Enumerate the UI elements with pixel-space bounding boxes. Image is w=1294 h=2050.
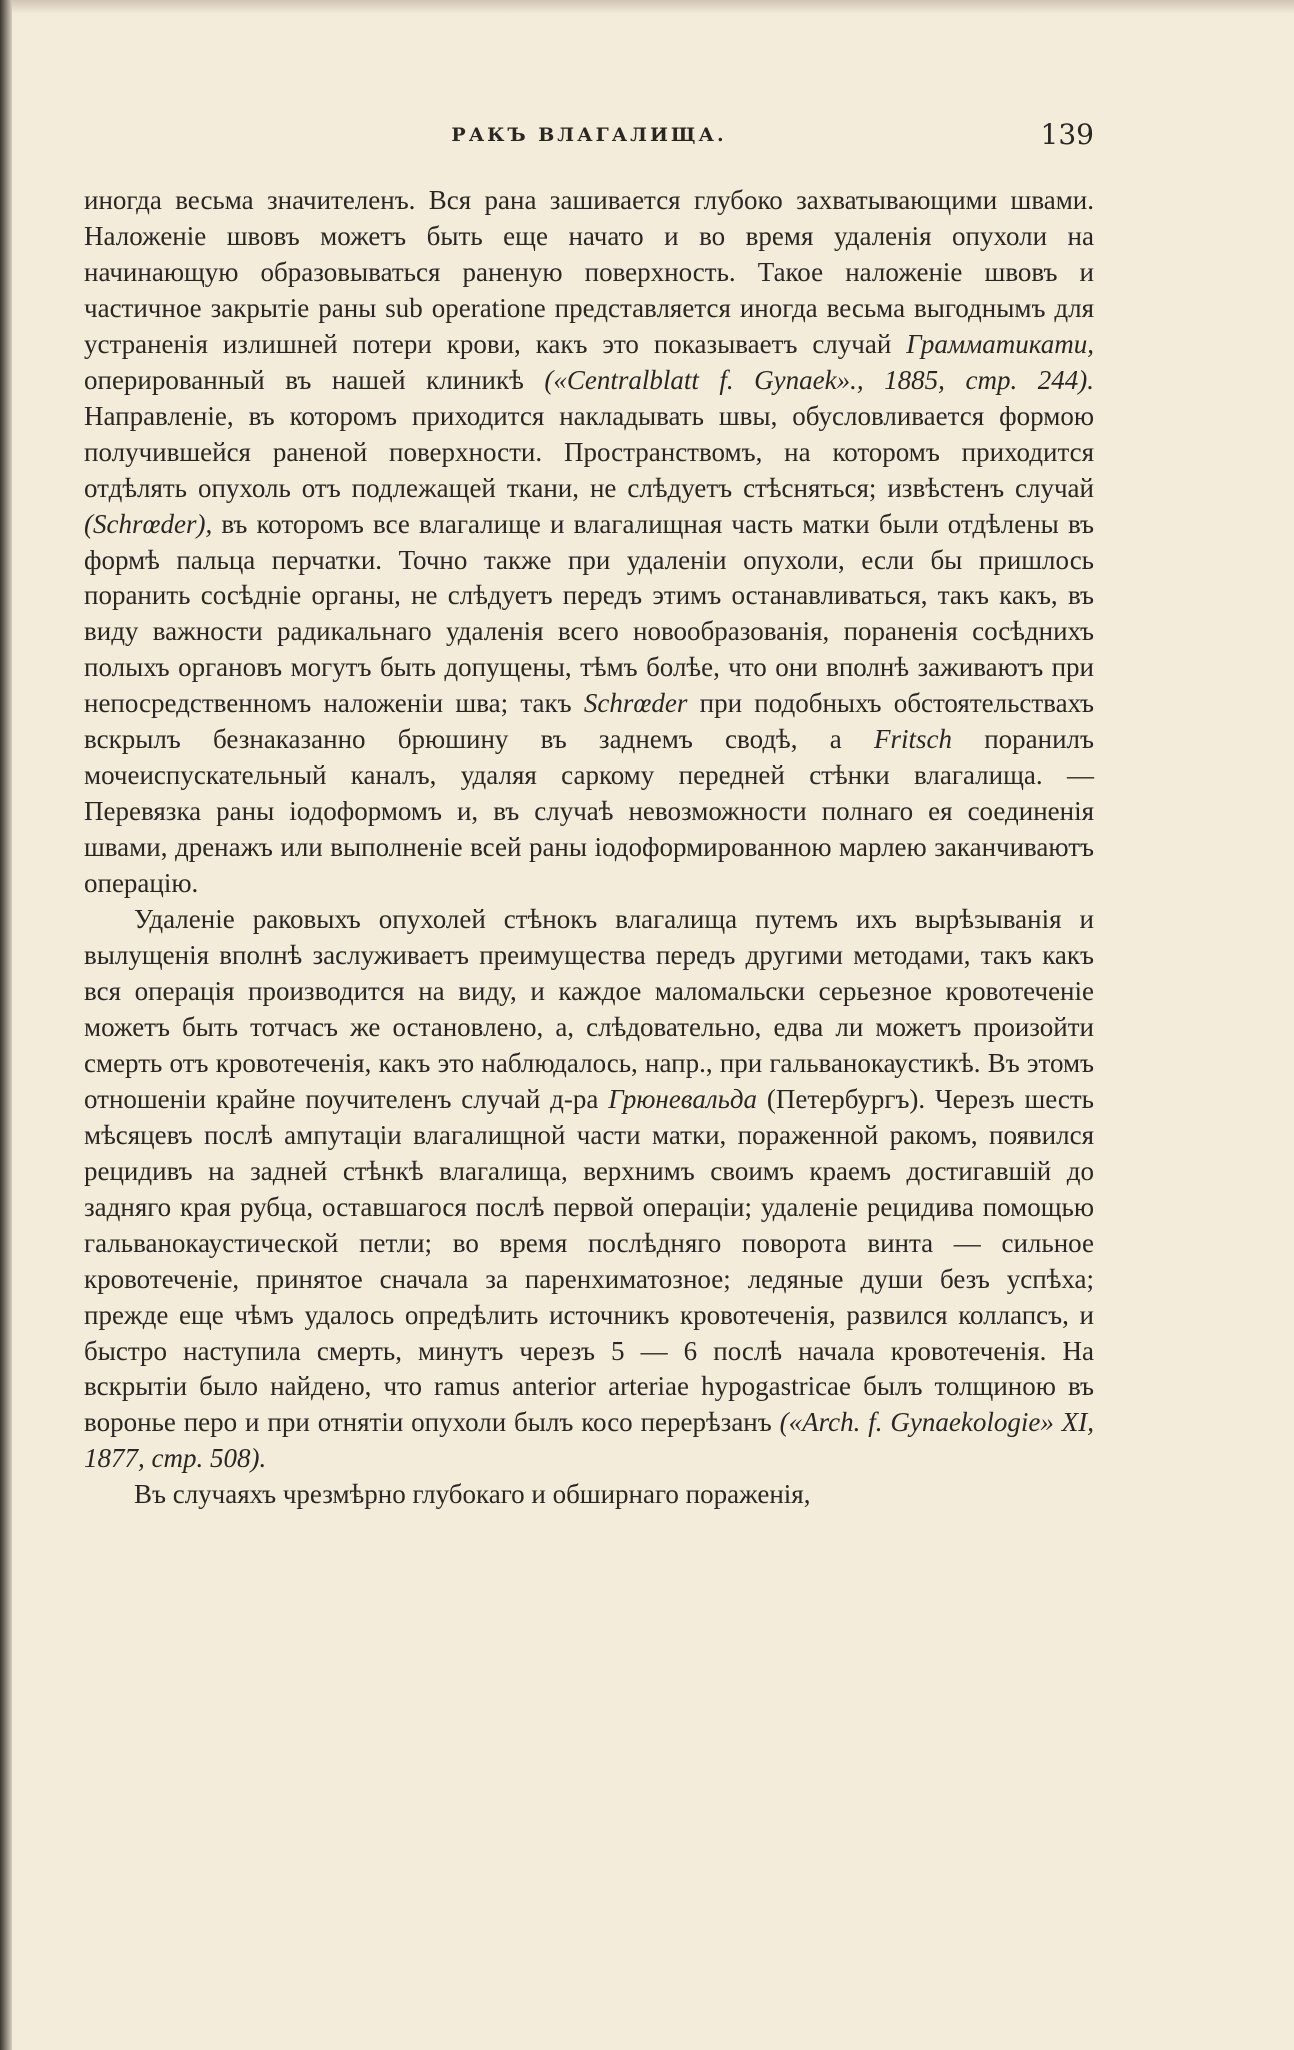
- text-run: Въ случаяхъ чрезмѣрно глубокаго и обширнаго пораженія,: [134, 1479, 811, 1510]
- text-run: поранилъ мочеиспускательный каналъ, удаляя саркому передней стѣнки влагалища. — Перевязка раны іодоформомъ и, въ случаѣ невозможности полнаго ея соединенія швами, дренажъ или выполненіе всей раны іодоформированною марлею заканчиваютъ операцію.: [84, 724, 1094, 899]
- page-header: [84, 118, 1094, 158]
- italic-text-run: Schrœder: [583, 688, 688, 719]
- text-run: Направленіе, въ которомъ приходится накладывать швы, обусловливается формою получившейся раненой поверхности. Пространствомъ, на которомъ приходится отдѣлять опухоль отъ подлежащей ткани, не слѣдуетъ стѣсняться; извѣстенъ случай: [84, 400, 1094, 503]
- text-run: при подобныхъ обстоятельствахъ вскрылъ безнаказанно брюшину въ заднемъ сводѣ, а: [84, 688, 1094, 755]
- italic-text-run: Грюневальда: [608, 1083, 758, 1114]
- paragraph: [84, 902, 1094, 1477]
- italic-text-run: («Centralblatt f. Gynaek»., 1885, стр. 244).: [544, 364, 1094, 395]
- paragraph: [84, 1477, 1094, 1513]
- text-run: иногда весьма значителенъ. Вся рана зашивается глубоко захватывающими швами. Наложеніе швовъ можетъ быть еще начато и во время удаленія опухоли на начинающую образовываться раненую поверхность. Такое наложеніе швовъ и частичное закрытіе раны sub operatione представляется иногда весьма выгоднымъ для устраненія излишней потери крови, какъ это показываетъ случай: [84, 185, 1094, 359]
- italic-text-run: («Arch. f. Gynaekologie» XI, 1877, стр. 508).: [84, 1407, 1094, 1474]
- body-text: [84, 183, 1094, 1513]
- page-number: 139: [1040, 118, 1094, 151]
- text-run: въ которомъ все влагалище и влагалищная часть матки были отдѣлены въ формѣ пальца перчатки. Точно также при удаленіи опухоли, если бы пришлось поранить сосѣдніе органы, не слѣдуетъ передъ этимъ останавливаться, такъ какъ, въ виду важности радикальнаго удаленія всего новообразованія, пораненія сосѣднихъ полыхъ органовъ могутъ быть допущены, тѣмъ болѣе, что они вполнѣ заживаютъ при непосредственномъ наложеніи шва; такъ: [84, 508, 1094, 719]
- text-run: оперированный въ нашей клиникѣ: [84, 364, 545, 395]
- italic-text-run: Fritsch: [873, 724, 952, 755]
- page-left-edge-shadow: [0, 0, 12, 2050]
- page-top-edge-shadow: [0, 0, 1294, 14]
- text-run: (Петербургъ). Черезъ шесть мѣсяцевъ послѣ ампутаціи влагалищной части матки, пораженной ракомъ, появился рецидивъ на задней стѣнкѣ влагалища, верхнимъ своимъ краемъ достигавшій до задняго края рубца, оставшагося послѣ первой операціи; удаленіе рецидива помощью гальванокаустической петли; во время послѣдняго поворота винта — сильное кровотеченіе, принятое сначала за паренхиматозное; ледяные души безъ успѣха; прежде еще чѣмъ удалось опредѣлить источникъ кровотеченія, развился коллапсъ, и быстро наступила смерть, минутъ черезъ 5 — 6 послѣ начала кровотеченія. На вскрытіи было найдено, что ramus anterior arteriae hypogastricae былъ толщиною въ воронье перо и при отнятіи опухоли былъ косо перерѣзанъ: [84, 1083, 1094, 1438]
- running-title: РАКЪ ВЛАГАЛИЩА.: [451, 124, 727, 146]
- italic-text-run: (Schrœder),: [84, 508, 213, 539]
- italic-text-run: Грамматикати,: [906, 328, 1094, 359]
- paragraph: [84, 183, 1094, 902]
- text-run: Удаленіе раковыхъ опухолей стѣнокъ влагалища путемъ ихъ вырѣзыванія и вылущенія вполнѣ заслуживаетъ преимущества передъ другими методами, такъ какъ вся операція производится на виду, и каждое маломальски серьезное кровотеченіе можетъ быть тотчасъ же остановлено, а, слѣдовательно, едва ли можетъ произойти смерть отъ кровотеченія, какъ это наблюдалось, напр., при гальванокаустикѣ. Въ этомъ отношеніи крайне поучителенъ случай д-ра: [84, 904, 1094, 1114]
